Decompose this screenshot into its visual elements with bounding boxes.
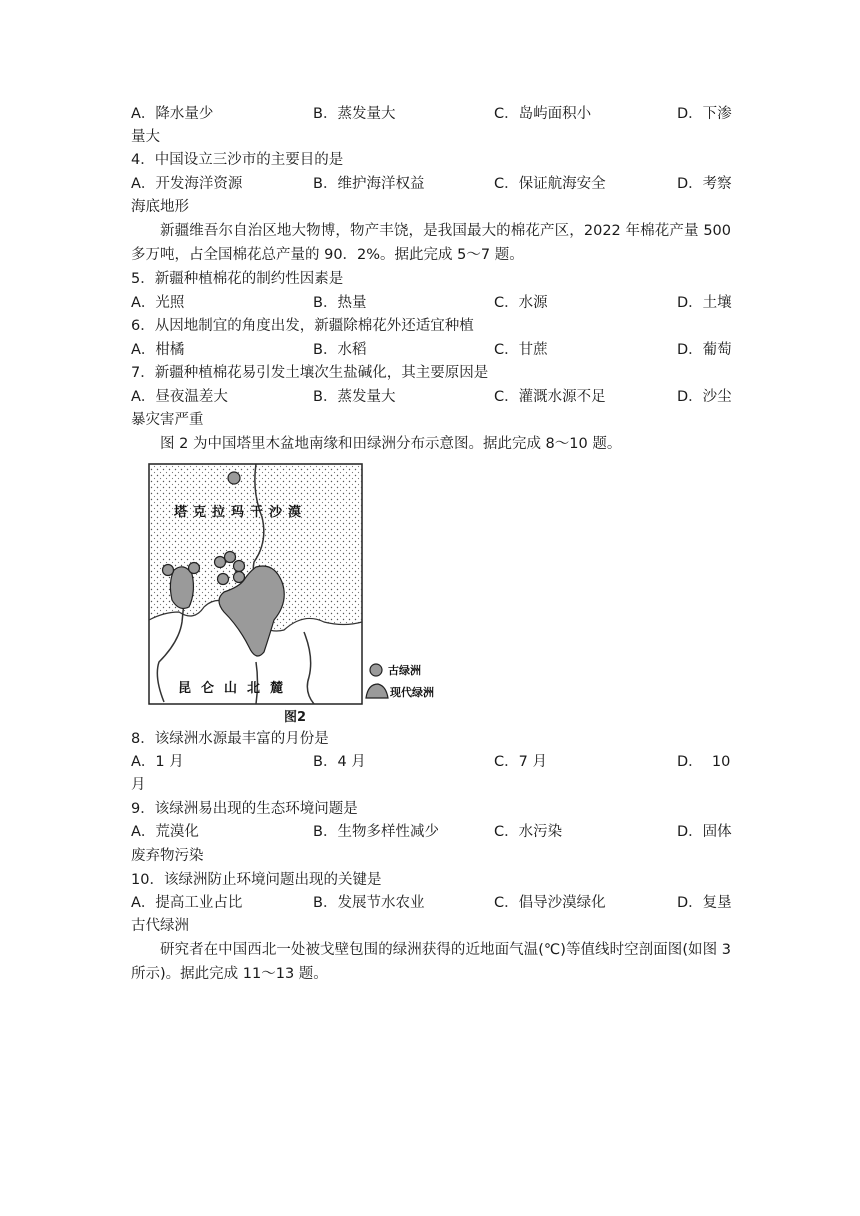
ancient-oasis-1 bbox=[228, 472, 240, 484]
q8-option-b: B．4 月 bbox=[313, 754, 366, 770]
q10-stem: 10．该绿洲防止环境问题出现的关键是 bbox=[131, 872, 382, 888]
q8-option-d-wrap: 月 bbox=[131, 777, 146, 793]
ancient-oasis-7 bbox=[218, 574, 229, 585]
passage-cotton: 新疆维吾尔自治区地大物博，物产丰饶，是我国最大的棉花产区，2022 年棉花产量 500 多万吨，占全国棉花总产量的 90．2%。据此完成 5～7 题。 bbox=[131, 223, 731, 263]
q8-option-c: C．7 月 bbox=[494, 754, 547, 770]
ancient-oasis-2 bbox=[163, 565, 174, 576]
q10-option-a: A．提高工业占比 bbox=[131, 895, 243, 911]
q10-option-b: B．发展节水农业 bbox=[313, 895, 425, 911]
mountain-label: 昆仑山北麓 bbox=[178, 681, 294, 696]
q6-option-d: D．葡萄 bbox=[677, 342, 732, 358]
legend-ancient-symbol bbox=[370, 664, 382, 676]
ancient-oasis-4 bbox=[215, 557, 226, 568]
ancient-oasis-6 bbox=[234, 561, 245, 572]
modern-oasis-west bbox=[170, 567, 193, 609]
legend-modern-symbol bbox=[366, 684, 388, 698]
q10-option-d: D．复垦 bbox=[677, 895, 732, 911]
desert-label: 塔克拉玛干沙漠 bbox=[174, 505, 308, 520]
q7-option-a: A．昼夜温差大 bbox=[131, 389, 228, 405]
ancient-oasis-8 bbox=[234, 572, 245, 583]
q9-stem: 9．该绿洲易出现的生态环境问题是 bbox=[131, 801, 358, 817]
q5-option-c: C．水源 bbox=[494, 295, 548, 311]
q3-option-c: C．岛屿面积小 bbox=[494, 106, 592, 122]
q8-stem: 8．该绿洲水源最丰富的月份是 bbox=[131, 731, 329, 747]
q7-option-b: B．蒸发量大 bbox=[313, 389, 396, 405]
q8-option-a: A．1 月 bbox=[131, 754, 184, 770]
q9-option-a: A．荒漠化 bbox=[131, 824, 199, 840]
q6-stem: 6．从因地制宜的角度出发，新疆除棉花外还适宜种植 bbox=[131, 318, 474, 334]
q4-option-c: C．保证航海安全 bbox=[494, 176, 606, 192]
q9-option-b: B．生物多样性减少 bbox=[313, 824, 439, 840]
q3-option-d: D．下渗 bbox=[677, 106, 732, 122]
q7-option-d-wrap: 暴灾害严重 bbox=[131, 412, 204, 428]
q10-option-d-wrap: 古代绿洲 bbox=[131, 918, 189, 934]
q6-option-c: C．甘蔗 bbox=[494, 342, 548, 358]
q5-option-d: D．土壤 bbox=[677, 295, 732, 311]
q10-option-c: C．倡导沙漠绿化 bbox=[494, 895, 606, 911]
q4-option-d: D．考察 bbox=[677, 176, 732, 192]
q7-stem: 7．新疆种植棉花易引发土壤次生盐碱化，其主要原因是 bbox=[131, 365, 489, 381]
figure-2-intro: 图 2 为中国塔里木盆地南缘和田绿洲分布示意图。据此完成 8～10 题。 bbox=[160, 436, 622, 452]
legend-modern-label: 现代绿洲 bbox=[390, 686, 434, 699]
q3-option-d-wrap: 量大 bbox=[131, 129, 160, 145]
q6-option-a: A．柑橘 bbox=[131, 342, 185, 358]
q5-option-b: B．热量 bbox=[313, 295, 367, 311]
q3-option-a: A．降水量少 bbox=[131, 106, 214, 122]
q9-option-c: C．水污染 bbox=[494, 824, 563, 840]
q3-option-b: B．蒸发量大 bbox=[313, 106, 396, 122]
ancient-oasis-5 bbox=[225, 552, 236, 563]
figure-2-map bbox=[144, 462, 444, 722]
q4-option-b: B．维护海洋权益 bbox=[313, 176, 425, 192]
figure-2-caption: 图2 bbox=[284, 710, 307, 725]
q9-option-d-wrap: 废弃物污染 bbox=[131, 848, 204, 864]
q5-option-a: A．光照 bbox=[131, 295, 185, 311]
ancient-oasis-3 bbox=[189, 563, 200, 574]
legend-ancient-label: 古绿洲 bbox=[388, 664, 421, 677]
q7-option-c: C．灌溉水源不足 bbox=[494, 389, 606, 405]
q5-stem: 5．新疆种植棉花的制约性因素是 bbox=[131, 271, 344, 287]
q9-option-d: D．固体 bbox=[677, 824, 732, 840]
q7-option-d: D．沙尘 bbox=[677, 389, 732, 405]
oasis-map-svg bbox=[144, 462, 444, 707]
q4-stem: 4．中国设立三沙市的主要目的是 bbox=[131, 152, 344, 168]
q8-option-d: D． 10 bbox=[677, 754, 731, 770]
q6-option-b: B．水稻 bbox=[313, 342, 367, 358]
q4-option-a: A．开发海洋资源 bbox=[131, 176, 243, 192]
q4-option-d-wrap: 海底地形 bbox=[131, 199, 189, 215]
passage-oasis-temperature: 研究者在中国西北一处被戈壁包围的绿洲获得的近地面气温(℃)等值线时空剖面图(如图 3 所示)。据此完成 11～13 题。 bbox=[131, 942, 731, 982]
